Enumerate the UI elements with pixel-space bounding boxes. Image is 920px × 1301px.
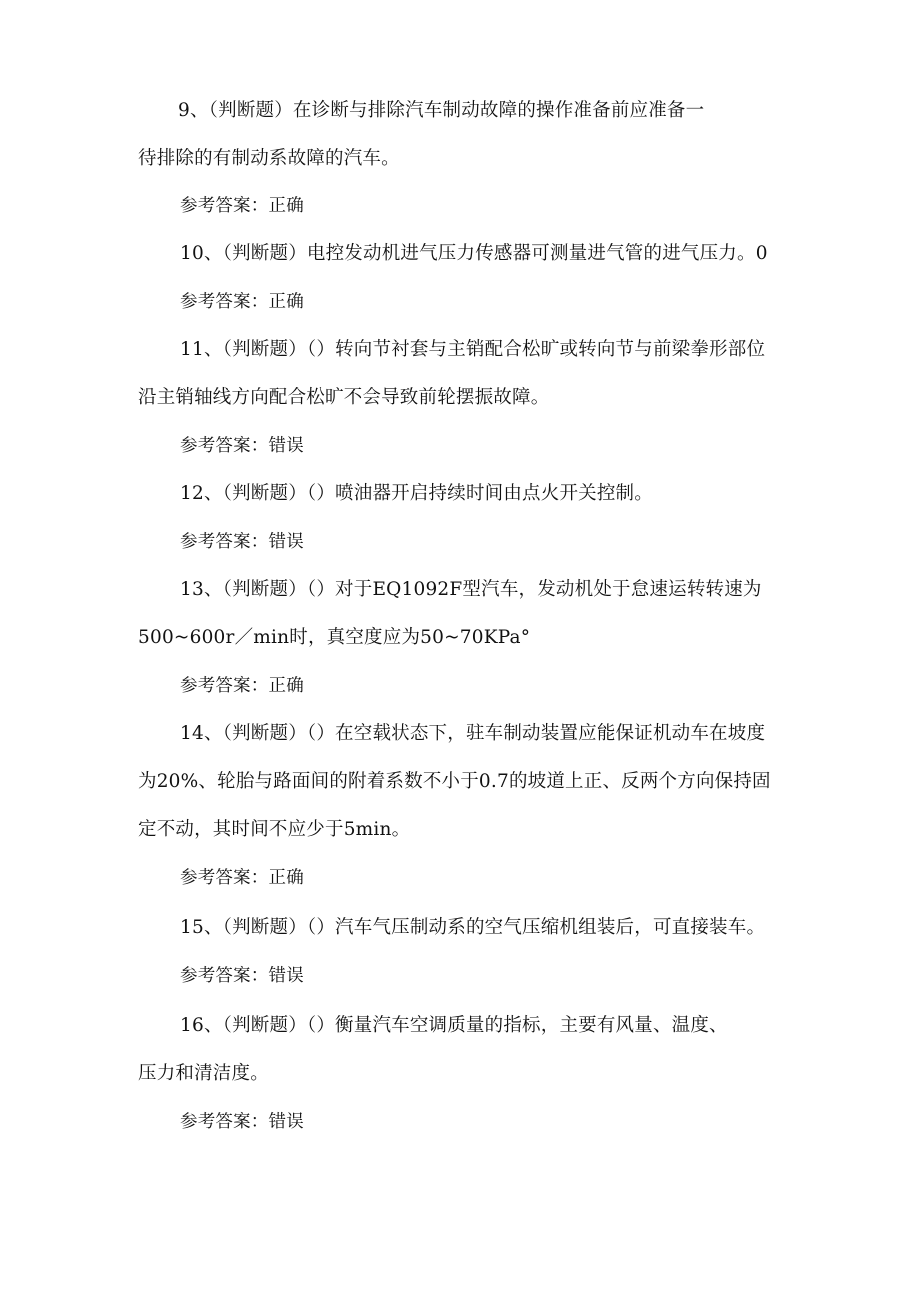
question-9-answer: 参考答案：正确 bbox=[180, 196, 304, 216]
question-15-answer: 参考答案：错误 bbox=[180, 966, 304, 986]
question-12-answer: 参考答案：错误 bbox=[180, 532, 304, 552]
question-13-line-1: 13、（判断题）（）对于EQ1092F型汽车，发动机处于怠速运转转速为 bbox=[180, 579, 762, 600]
question-13-answer: 参考答案：正确 bbox=[180, 676, 304, 696]
question-15-line-1: 15、（判断题）（）汽车气压制动系的空气压缩机组装后，可直接装车。 bbox=[180, 917, 766, 938]
question-14-line-2: 为20%、轮胎与路面间的附着系数不小于0.7的坡道上正、反两个方向保持固 bbox=[138, 771, 771, 792]
question-16-answer: 参考答案：错误 bbox=[180, 1112, 304, 1132]
question-12-line-1: 12、（判断题）（）喷油器开启持续时间由点火开关控制。 bbox=[180, 483, 653, 504]
question-14-line-1: 14、（判断题）（）在空载状态下，驻车制动装置应能保证机动车在坡度 bbox=[180, 723, 766, 744]
question-10-line-1: 10、（判断题）电控发动机进气压力传感器可测量进气管的进气压力。0 bbox=[180, 243, 768, 264]
question-14-line-3: 定不动，其时间不应少于5min。 bbox=[138, 819, 411, 840]
question-14-answer: 参考答案：正确 bbox=[180, 868, 304, 888]
question-11-line-2: 沿主销轴线方向配合松旷不会导致前轮摆振故障。 bbox=[138, 387, 550, 408]
question-9-line-1: 9、（判断题）在诊断与排除汽车制动故障的操作准备前应准备一 bbox=[178, 100, 705, 121]
question-10-answer: 参考答案：正确 bbox=[180, 292, 304, 312]
question-16-line-2: 压力和清洁度。 bbox=[138, 1063, 269, 1084]
question-9-line-2: 待排除的有制动系故障的汽车。 bbox=[138, 148, 400, 169]
question-13-line-2: 500~600r／min时，真空度应为50~70KPa° bbox=[138, 627, 531, 648]
question-11-answer: 参考答案：错误 bbox=[180, 436, 304, 456]
question-11-line-1: 11、（判断题）（）转向节衬套与主销配合松旷或转向节与前梁拳形部位 bbox=[180, 339, 766, 360]
question-16-line-1: 16、（判断题）（）衡量汽车空调质量的指标，主要有风量、温度、 bbox=[180, 1015, 728, 1036]
